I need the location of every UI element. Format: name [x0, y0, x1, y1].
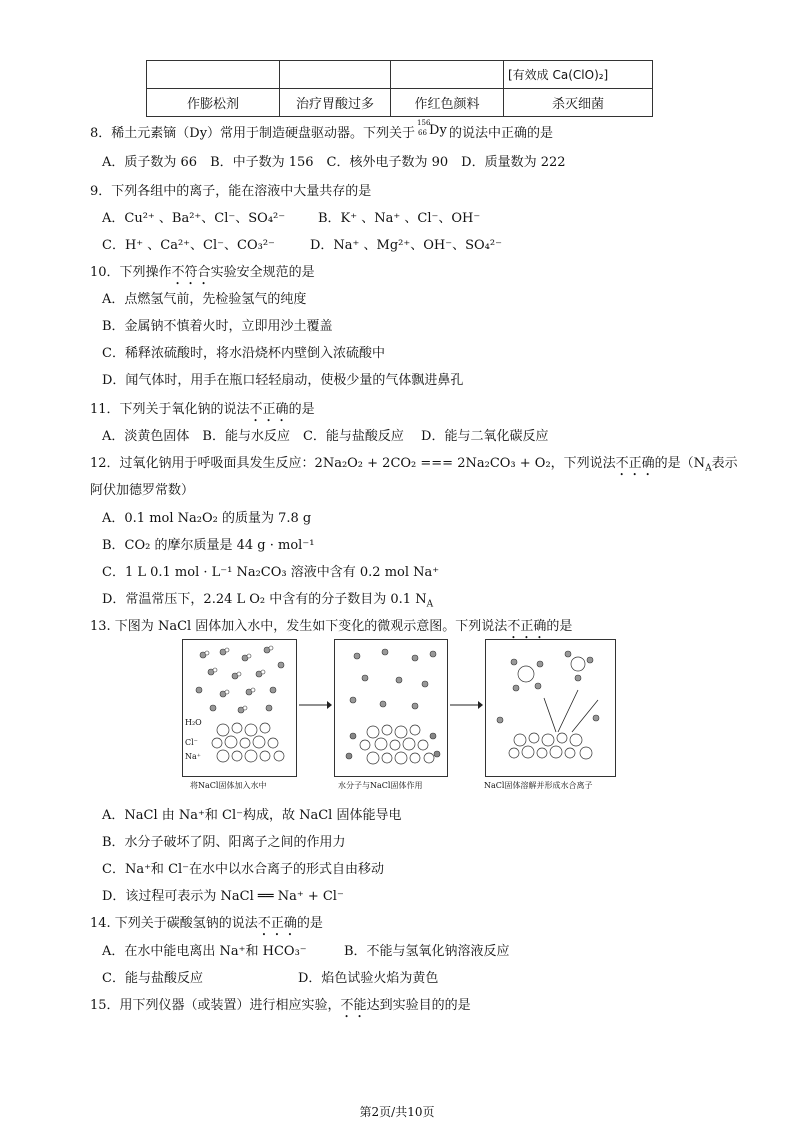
panel-3-molecules	[486, 640, 615, 776]
question-9-option-d: D．Na⁺ 、Mg²⁺、OH⁻、SO₄²⁻	[310, 238, 502, 253]
diagram-panel-1	[182, 639, 297, 777]
diagram-panel-3	[485, 639, 616, 777]
question-13-option-b: B．水分子破坏了阴、阳离子之间的作用力	[102, 835, 346, 850]
table-cell	[280, 61, 391, 89]
question-12-stem-cont: 阿伏加德罗常数）	[90, 483, 195, 498]
label-cl: Cl⁻	[185, 738, 198, 747]
question-12-option-d: D．常温常压下，2.24 L O₂ 中含有的分子数目为 0.1 $N_A$	[102, 592, 434, 610]
question-13-option-c: C．Na⁺和 Cl⁻在水中以水合离子的形式自由移动	[102, 862, 385, 877]
question-14-option-c: C．能与盐酸反应	[102, 971, 203, 986]
question-12-option-b: B．CO₂ 的摩尔质量是 44 g · mol⁻¹	[102, 538, 315, 553]
arrow-icon	[297, 700, 333, 710]
question-12-stem: 12．过氧化钠用于呼吸面具发生反应：2Na₂O₂ + 2CO₂ === 2Na₂CO₃ + O₂，下列说法不正确的是（$N_A$表示	[90, 456, 738, 474]
question-12-option-c: C．1 L 0.1 mol · L⁻¹ Na₂CO₃ 溶液中含有 0.2 mol Na⁺	[102, 565, 440, 580]
label-h2o: H₂O	[185, 718, 202, 727]
question-12-option-a: A．0.1 mol Na₂O₂ 的质量为 7.8 g	[102, 511, 312, 526]
diagram-panel-2	[334, 639, 448, 777]
label-na: Na⁺	[185, 752, 201, 761]
question-14-option-b: B．不能与氢氧化钠溶液反应	[344, 944, 510, 959]
question-10-option-d: D．闻气体时，用手在瓶口轻轻扇动，使极少量的气体飘进鼻孔	[102, 373, 464, 388]
question-14-option-a: A．在水中能电离出 Na⁺和 HCO₃⁻	[102, 944, 307, 959]
question-14-option-d: D．焰色试验火焰为黄色	[298, 971, 439, 986]
question-13-option-a: A．NaCl 由 Na⁺和 Cl⁻构成，故 NaCl 固体能导电	[102, 808, 402, 823]
table-cell: 作红色颜料	[391, 89, 504, 117]
question-9-stem: 9．下列各组中的离子，能在溶液中大量共存的是	[90, 184, 372, 199]
options-table	[146, 60, 653, 117]
question-8-options: A．质子数为 66 B．中子数为 156 C．核外电子数为 90 D．质量数为 222	[102, 155, 566, 170]
nuclide-symbol: 156 66 Dy	[417, 119, 447, 138]
table-cell: 作膨松剂	[147, 89, 280, 117]
table-cell: 杀灭细菌	[504, 89, 653, 117]
table-cell: 治疗胃酸过多	[280, 89, 391, 117]
question-10-option-b: B．金属钠不慎着火时，立即用沙土覆盖	[102, 319, 333, 334]
table-cell	[147, 61, 280, 89]
question-9-option-c: C．H⁺ 、Ca²⁺、Cl⁻、CO₃²⁻	[102, 238, 275, 253]
question-8-stem: 8．稀土元素镝（Dy）常用于制造硬盘驱动器。下列关于 156 66 Dy 的说法中正确的是	[90, 119, 554, 141]
table-cell: [有效成 Ca(ClO)₂]	[504, 61, 653, 89]
question-10-option-c: C．稀释浓硫酸时，将水沿烧杯内壁倒入浓硫酸中	[102, 346, 385, 361]
question-9-option-a: A．Cu²⁺ 、Ba²⁺、Cl⁻、SO₄²⁻	[102, 211, 286, 226]
panel-2-molecules	[335, 640, 447, 776]
question-10-option-a: A．点燃氢气前，先检验氢气的纯度	[102, 292, 307, 307]
question-14-stem: 14. 下列关于碳酸氢钠的说法不正确的是	[90, 916, 323, 931]
caption-panel-1: 将NaCl固体加入水中	[190, 781, 267, 790]
question-13-option-d: D．该过程可表示为 NaCl ══ Na⁺ + Cl⁻	[102, 889, 344, 904]
caption-panel-3: NaCl固体溶解并形成水合离子	[484, 781, 593, 790]
question-11-options: A．淡黄色固体 B．能与水反应 C．能与盐酸反应 D．能与二氧化碳反应	[102, 429, 549, 444]
question-15-stem: 15．用下列仪器（或装置）进行相应实验，不能达到实验目的的是	[90, 998, 471, 1013]
table-cell	[391, 61, 504, 89]
caption-panel-2: 水分子与NaCl固体作用	[338, 781, 423, 790]
question-11-stem: 11．下列关于氧化钠的说法不正确的是	[90, 402, 315, 417]
question-9-option-b: B．K⁺ 、Na⁺ 、Cl⁻、OH⁻	[318, 211, 481, 226]
question-13-stem: 13. 下图为 NaCl 固体加入水中，发生如下变化的微观示意图。下列说法不正确的是	[90, 619, 573, 634]
page-number: 第2页/共10页	[359, 1105, 435, 1119]
arrow-icon	[448, 700, 484, 710]
question-10-stem: 10．下列操作不符合实验安全规范的是	[90, 265, 315, 280]
